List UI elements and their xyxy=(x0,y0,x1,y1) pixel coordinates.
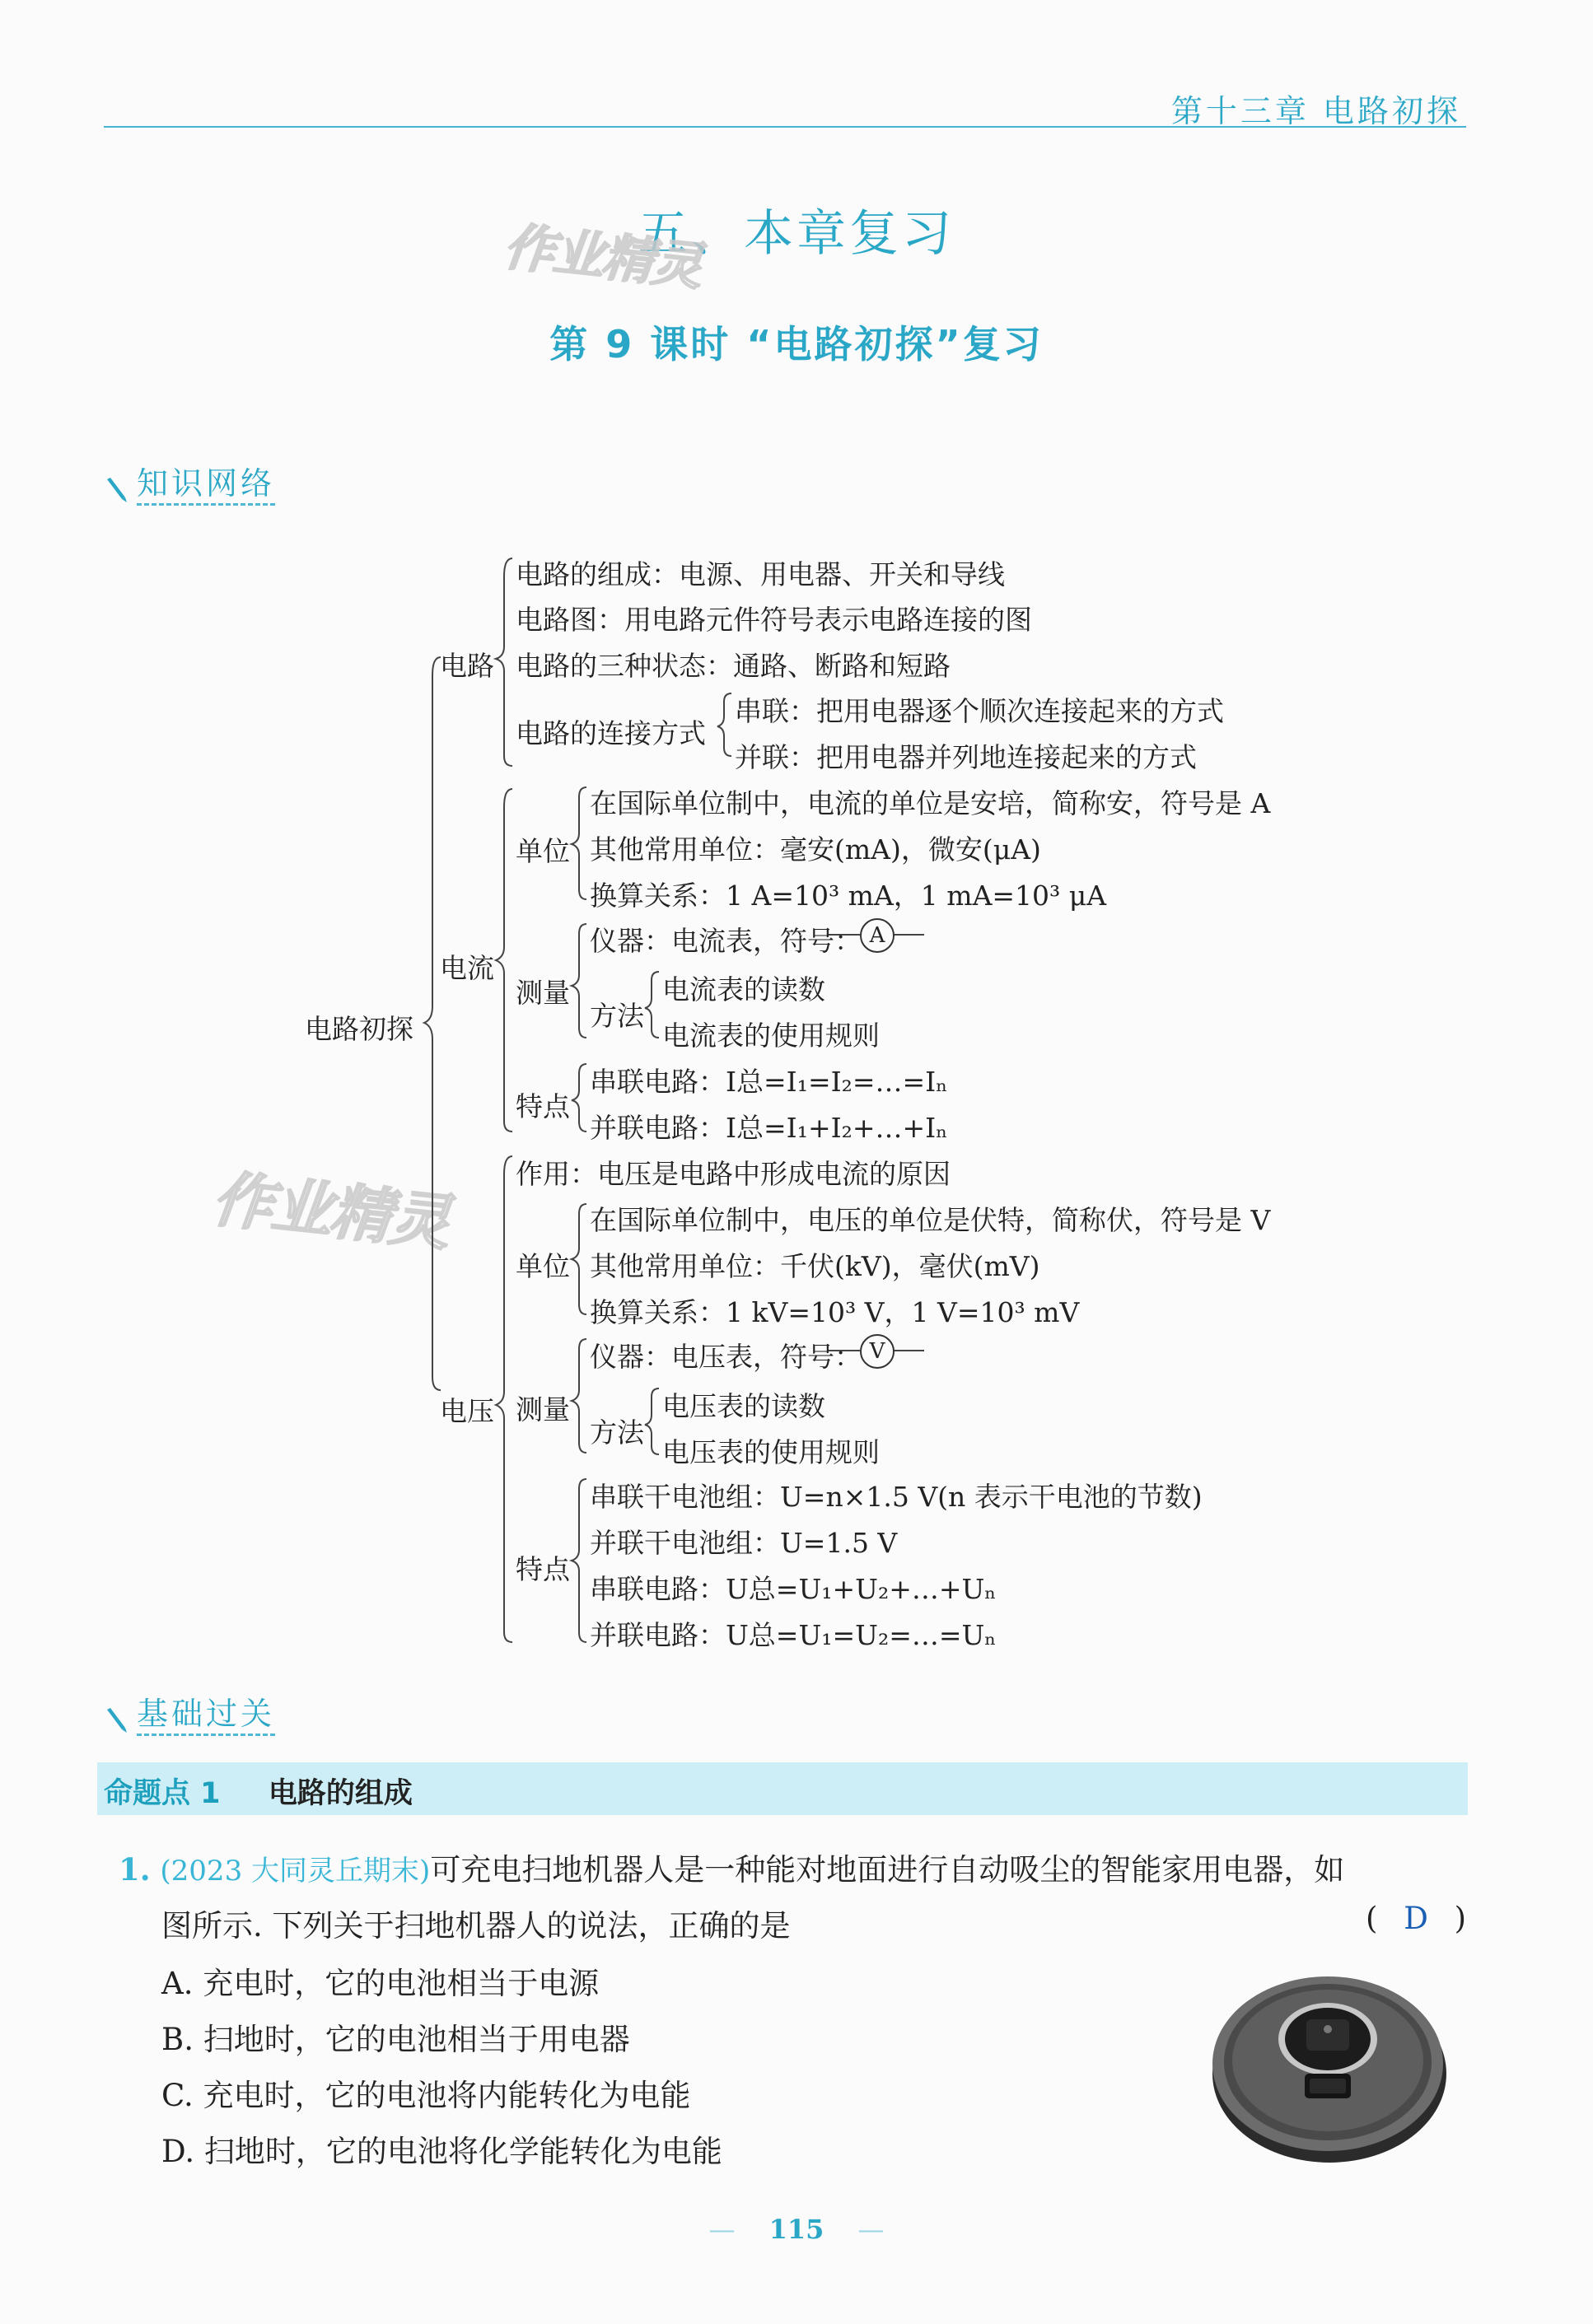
topic-title: 电路的组成 xyxy=(268,1777,413,1810)
tree-leaf: 其他常用单位：毫安(mA)，微安(μA) xyxy=(590,833,1041,866)
basic-section-header xyxy=(104,1688,275,1738)
tree-leaf: 串联电路：I总=I₁=I₂=…=Iₙ xyxy=(590,1066,948,1098)
tree-node-feature: 特点 xyxy=(516,1090,570,1122)
page-dash: — xyxy=(708,2214,736,2245)
pen-icon xyxy=(104,1705,132,1738)
question-source: (2023 大同灵丘期末) xyxy=(160,1855,431,1888)
basic-heading: 基础过关 xyxy=(137,1696,275,1736)
question-stem-1: 可充电扫地机器人是一种能对地面进行自动吸尘的智能家用电器，如 xyxy=(430,1852,1345,1888)
topic-label-row xyxy=(104,1771,413,1812)
tree-node-voltage: 电压 xyxy=(440,1395,494,1427)
question-line-1 xyxy=(119,1845,1344,1889)
page-number-row xyxy=(0,2214,1593,2245)
lesson-title: 第 9 课时 “电路初探”复习 xyxy=(549,322,1044,366)
tree-leaf: 电压表的使用规则 xyxy=(662,1436,880,1468)
tree-leaf: 并联电路：U总=U₁=U₂=…=Uₙ xyxy=(590,1619,997,1651)
tree-leaf: 在国际单位制中，电压的单位是伏特，简称伏，符号是 V xyxy=(590,1204,1271,1236)
tree-node-connection: 电路的连接方式 xyxy=(516,717,706,749)
tree-leaf: 仪器：电流表，符号： xyxy=(590,925,862,957)
tree-leaf: 并联干电池组：U=1.5 V xyxy=(590,1527,898,1559)
tree-leaf: 换算关系：1 kV=10³ V，1 V=10³ mV xyxy=(590,1296,1080,1328)
question-stem-2: 图所示. 下列关于扫地机器人的说法，正确的是 xyxy=(161,1908,791,1944)
topic-label: 命题点 1 xyxy=(104,1777,221,1810)
tree-leaf: 在国际单位制中，电流的单位是安培，简称安，符号是 A xyxy=(590,787,1271,819)
tree-leaf: 并联：把用电器并列地连接起来的方式 xyxy=(735,741,1197,773)
tree-node-method: 方法 xyxy=(590,1000,644,1032)
option-d: D. 扫地时，它的电池将化学能转化为电能 xyxy=(161,2134,722,2169)
tree-node-measure: 测量 xyxy=(516,1393,570,1426)
tree-leaf: 电路图：用电路元件符号表示电路连接的图 xyxy=(516,604,1032,636)
answer-value: D xyxy=(1404,1901,1428,1936)
watermark: 作业精灵 xyxy=(501,216,704,297)
page-dash: — xyxy=(857,2214,885,2245)
tree-leaf: 作用：电压是电路中形成电流的原因 xyxy=(516,1158,951,1190)
tree-leaf: 换算关系：1 A=10³ mA，1 mA=10³ μA xyxy=(590,880,1107,912)
tree-leaf: 仪器：电压表，符号： xyxy=(590,1341,862,1373)
tree-leaf: 串联：把用电器逐个顺次连接起来的方式 xyxy=(735,695,1224,727)
tree-node-unit: 单位 xyxy=(516,1250,570,1282)
tree-leaf: 并联电路：I总=I₁+I₂+…+Iₙ xyxy=(590,1112,948,1144)
tree-node-method: 方法 xyxy=(590,1416,644,1449)
tree-leaf: 电压表的读数 xyxy=(662,1390,825,1422)
voltmeter-symbol: V xyxy=(860,1334,895,1369)
watermark: 作业精灵 xyxy=(208,1164,453,1259)
answer-close: ) xyxy=(1454,1901,1467,1936)
tree-leaf: 电流表的读数 xyxy=(662,973,825,1006)
tree-node-circuit: 电路 xyxy=(440,650,494,682)
tree-leaf: 电路的三种状态：通路、断路和短路 xyxy=(516,650,951,682)
knowledge-heading: 知识网络 xyxy=(137,465,275,506)
robot-vacuum-image xyxy=(1204,1950,1451,2172)
tree-leaf: 串联电路：U总=U₁+U₂+…+Uₙ xyxy=(590,1573,997,1605)
ammeter-symbol: A xyxy=(860,918,895,953)
tree-root: 电路初探 xyxy=(305,1013,413,1045)
option-b: B. 扫地时，它的电池相当于用电器 xyxy=(161,2022,630,2057)
page-number: 115 xyxy=(768,2214,825,2245)
tree-leaf: 串联干电池组：U=n×1.5 V(n 表示干电池的节数) xyxy=(590,1481,1203,1513)
tree-node-current: 电流 xyxy=(440,952,494,984)
option-a: A. 充电时，它的电池相当于电源 xyxy=(161,1966,600,2001)
section-title: 五、本章复习 xyxy=(638,205,955,263)
option-c: C. 充电时，它的电池将内能转化为电能 xyxy=(161,2078,691,2113)
tree-node-unit: 单位 xyxy=(516,835,570,867)
tree-node-feature: 特点 xyxy=(516,1553,570,1585)
tree-leaf: 电流表的使用规则 xyxy=(662,1020,880,1052)
answer-open: ( xyxy=(1366,1901,1378,1936)
answer-bracket xyxy=(1366,1901,1466,1936)
tree-leaf: 其他常用单位：千伏(kV)，毫伏(mV) xyxy=(590,1250,1040,1282)
tree-leaf: 电路的组成：电源、用电器、开关和导线 xyxy=(516,558,1005,590)
tree-node-measure: 测量 xyxy=(516,977,570,1009)
chapter-header: 第十三章 电路初探 xyxy=(1170,93,1461,129)
question-number: 1. xyxy=(119,1851,151,1888)
